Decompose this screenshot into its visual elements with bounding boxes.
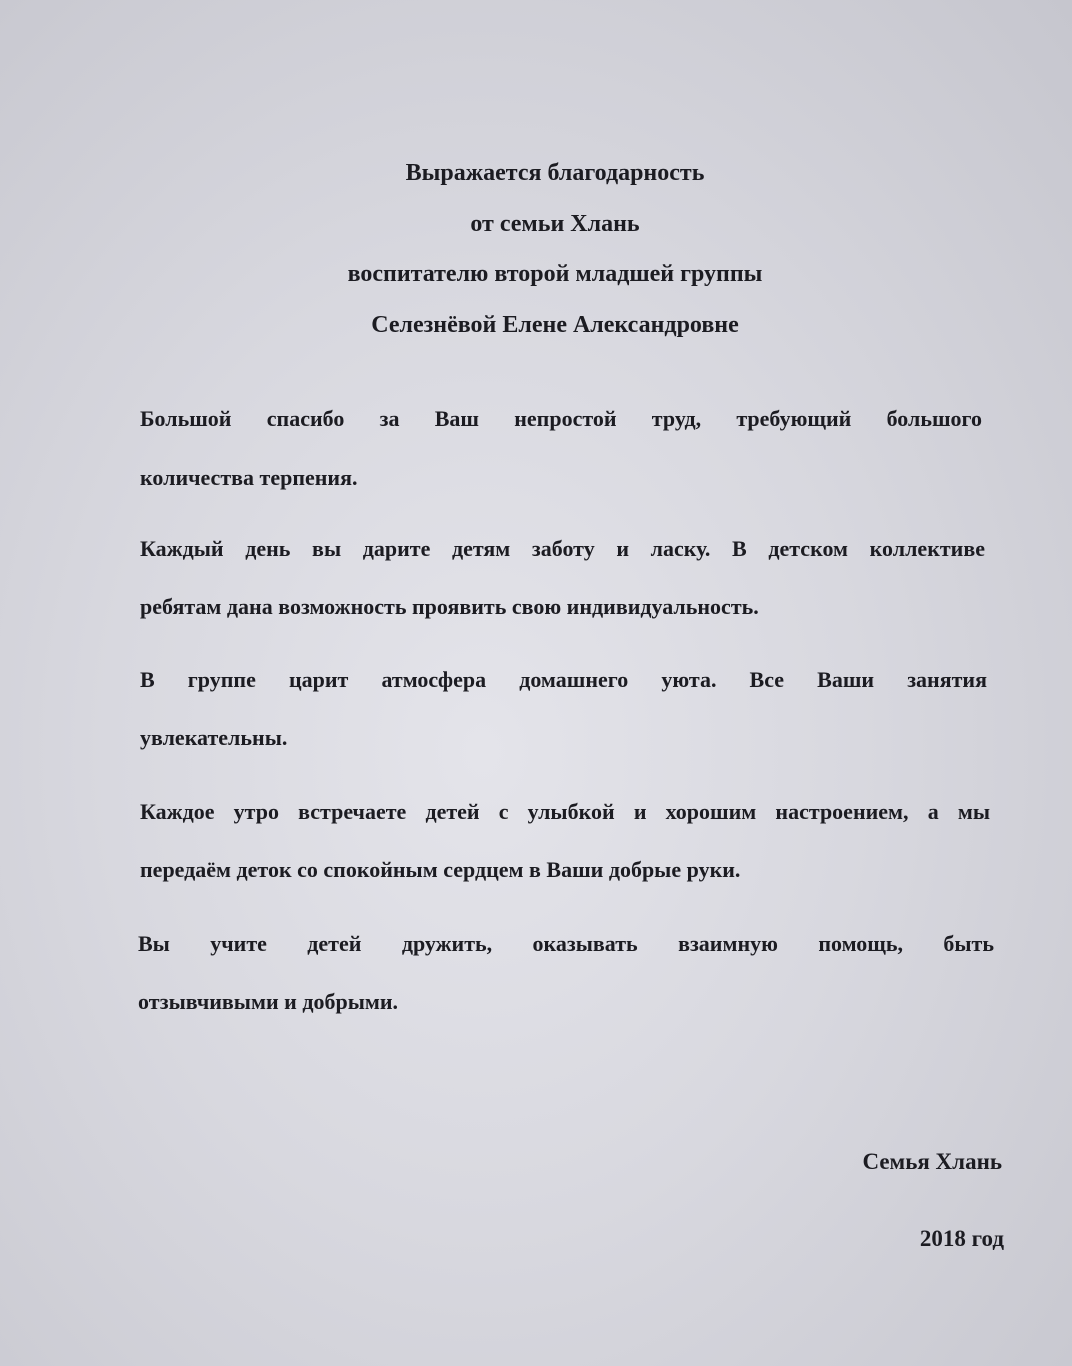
paragraph-5-line-1: Вы учите детей дружить, оказывать взаимную помощь, быть — [138, 931, 994, 956]
paragraph-2-line-2: ребятам дана возможность проявить свою индивидуальность. — [140, 594, 759, 619]
paragraph-5-line-2: отзывчивыми и добрыми. — [138, 989, 399, 1014]
paragraph-3-line-2: увлекательны. — [140, 725, 288, 750]
heading-line-1: Выражается благодарность — [405, 160, 705, 186]
paragraph-1-line-1: Большой спасибо за Ваш непростой труд, требующий большого — [140, 406, 982, 431]
paragraph-2-line-1: Каждый день вы дарите детям заботу и ласку. В детском коллективе — [140, 536, 985, 561]
heading-line-2: от семьи Хлань — [470, 211, 640, 237]
signature-year: 2018 год — [919, 1226, 1004, 1251]
paragraph-4-line-1: Каждое утро встречаете детей с улыбкой и хорошим настроением, а мы — [140, 799, 990, 824]
paragraph-4-line-2: передаём деток со спокойным сердцем в Ваши добрые руки. — [140, 857, 741, 882]
paragraph-3-line-1: В группе царит атмосфера домашнего уюта. Все Ваши занятия — [140, 667, 987, 692]
paragraph-1-line-2: количества терпения. — [140, 465, 358, 490]
heading-line-4: Селезнёвой Елене Александровне — [371, 312, 739, 338]
heading-line-3: воспитателю второй младшей группы — [347, 261, 763, 287]
signature-from: Семья Хлань — [862, 1149, 1002, 1174]
